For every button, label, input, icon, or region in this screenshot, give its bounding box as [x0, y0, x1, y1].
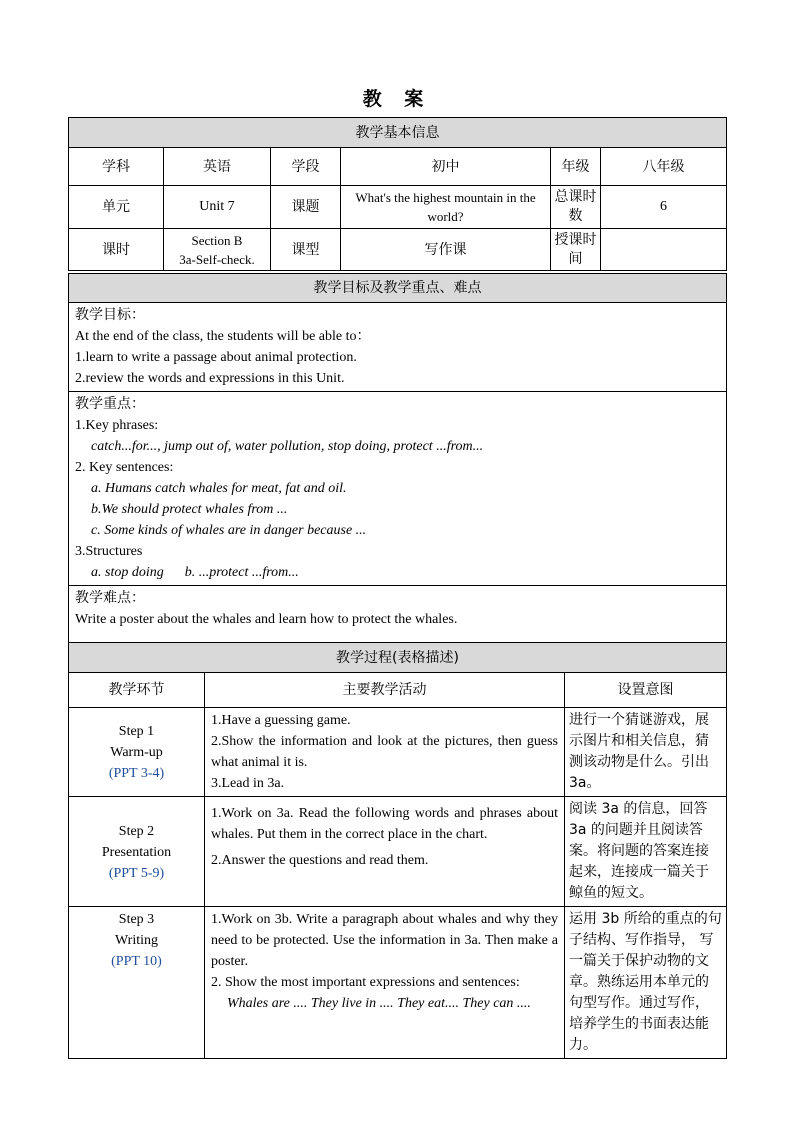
- stage-label: 学段: [271, 148, 341, 186]
- grade-value: 八年级: [601, 148, 727, 186]
- aim-cell: 阅读 3a 的信息，回答 3a 的问题并且阅读答案。将问题的答案连接起来，连接成一篇关于鲸鱼的短文。: [565, 797, 727, 907]
- difficult-points-title: 教学难点：: [75, 590, 145, 606]
- key-sentence: b.We should protect whales from ...: [91, 502, 288, 517]
- activity-cell: [205, 907, 565, 1059]
- key-sentence: c. Some kinds of whales are in danger because ...: [91, 523, 367, 538]
- goals-section: [69, 303, 727, 392]
- teaching-time-label: 授课时间: [551, 229, 601, 271]
- teaching-time-value: [601, 229, 727, 271]
- process-table: [68, 642, 727, 1059]
- table-row: [69, 797, 727, 907]
- process-header: 教学过程(表格描述): [69, 643, 727, 673]
- step-name: Writing: [115, 933, 158, 948]
- document-title: 教 案: [362, 88, 432, 110]
- goals-title: 教学目标：: [75, 307, 145, 323]
- activity-line: 2.Show the information and look at the pictures, then guess what animal it is.: [211, 734, 558, 770]
- basic-info-table: [68, 117, 727, 271]
- activity-line: 1.Have a guessing game.: [211, 713, 351, 728]
- key-points-title: 教学重点：: [75, 396, 145, 412]
- subject-value: 英语: [164, 148, 271, 186]
- step-number: Step 3: [118, 912, 155, 927]
- table-row: [69, 708, 727, 797]
- col-activity-header: 主要教学活动: [205, 673, 565, 708]
- activity-cell: [205, 797, 565, 907]
- step-name: Warm-up: [110, 744, 163, 760]
- objectives-header: 教学目标及教学重点、难点: [69, 274, 727, 303]
- table-row: [69, 907, 727, 1059]
- key-phrases: catch...for..., jump out of, water pollution, stop doing, protect ...from...: [91, 439, 484, 454]
- ppt-reference: (PPT 3-4): [108, 765, 165, 781]
- structures-label: 3.Structures: [75, 544, 143, 559]
- topic-value: What's the highest mountain in the world?: [341, 186, 551, 229]
- lesson-type-value: 写作课: [341, 229, 551, 271]
- ppt-reference: (PPT 10): [111, 954, 162, 969]
- step-cell: [69, 797, 205, 907]
- lesson-label: 课时: [69, 229, 164, 271]
- goal-line: 2.review the words and expressions in this Unit.: [75, 371, 345, 386]
- col-aim-header: 设置意图: [565, 673, 727, 708]
- key-phrases-label: 1.Key phrases:: [75, 418, 159, 433]
- col-step-header: 教学环节: [69, 673, 205, 708]
- activity-cell: [205, 708, 565, 797]
- ppt-reference: (PPT 5-9): [108, 866, 165, 881]
- topic-label: 课题: [271, 186, 341, 229]
- unit-value: Unit 7: [164, 186, 271, 229]
- step-number: Step 2: [118, 824, 155, 839]
- difficult-points-text: Write a poster about the whales and learn how to protect the whales.: [75, 612, 458, 627]
- key-points-section: [69, 392, 727, 586]
- lesson-type-label: 课型: [271, 229, 341, 271]
- activity-line: 2.Answer the questions and read them.: [211, 853, 429, 868]
- step-name: Presentation: [101, 845, 172, 860]
- aim-cell: 进行一个猜谜游戏，展示图片和相关信息，猜测该动物是什么。引出 3a。: [565, 708, 727, 797]
- activity-line: 2. Show the most important expressions and sentences:: [211, 975, 520, 990]
- lesson-value: [164, 229, 271, 271]
- lesson-line-2: 3a-Self-check.: [179, 251, 255, 267]
- structures: a. stop doing b. ...protect ...from...: [91, 565, 299, 580]
- subject-label: 学科: [69, 148, 164, 186]
- step-number: Step 1: [118, 723, 155, 739]
- total-hours-label: 总课时数: [551, 186, 601, 229]
- example-sentence: Whales are .... They live in .... They eat.... They can ....: [227, 996, 531, 1011]
- step-cell: [69, 708, 205, 797]
- activity-line: 1.Work on 3b. Write a paragraph about whales and why they need to be protected. Use the information in 3a. Then make a poster.: [211, 912, 558, 969]
- activity-line: 1.Work on 3a. Read the following words and phrases about whales. Put them in the correct place in the chart.: [211, 806, 558, 842]
- step-cell: [69, 907, 205, 1059]
- stage-value: 初中: [341, 148, 551, 186]
- activity-line: 3.Lead in 3a.: [211, 776, 285, 791]
- total-hours-value: 6: [601, 186, 727, 229]
- goal-line: 1.learn to write a passage about animal protection.: [75, 350, 357, 365]
- grade-label: 年级: [551, 148, 601, 186]
- unit-label: 单元: [69, 186, 164, 229]
- basic-info-header: 教学基本信息: [69, 118, 727, 148]
- key-sentences-label: 2. Key sentences:: [75, 460, 174, 475]
- key-sentence: a. Humans catch whales for meat, fat and oil.: [91, 481, 347, 496]
- goal-line: At the end of the class, the students will be able to：: [75, 329, 371, 344]
- aim-cell: 运用 3b 所给的重点的句子结构、写作指导， 写一篇关于保护动物的文章。熟练运用本单元的句型写作。通过写作，培养学生的书面表达能力。: [565, 907, 727, 1059]
- objectives-table: [68, 273, 727, 652]
- lesson-line-1: Section B: [191, 232, 243, 248]
